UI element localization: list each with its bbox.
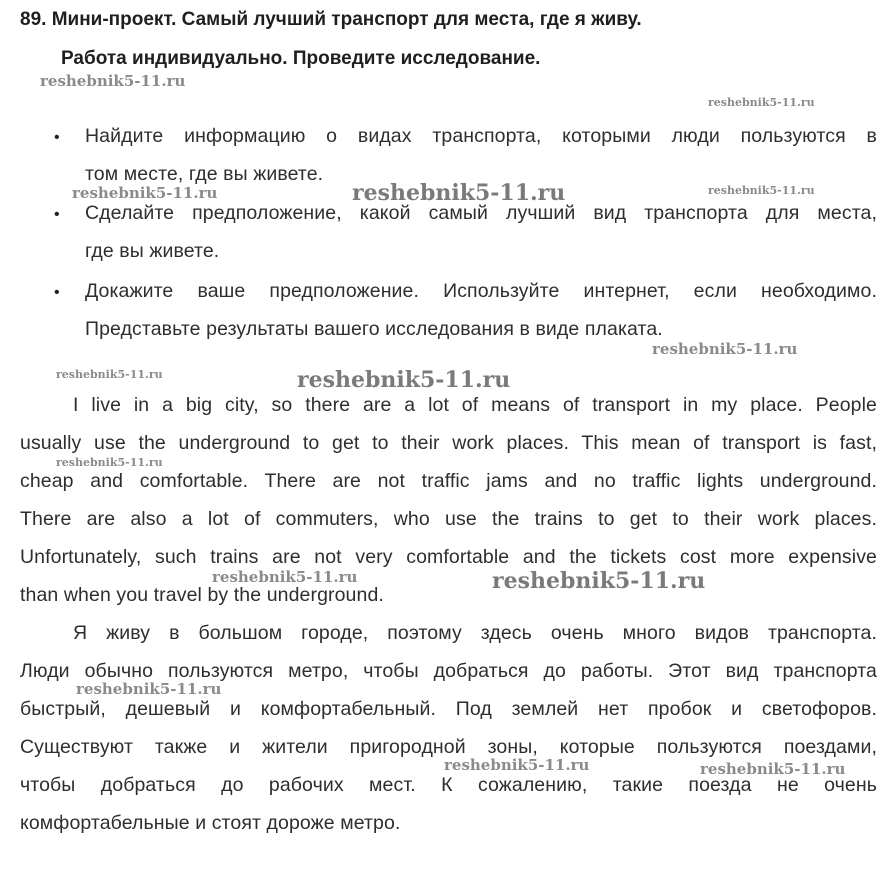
answer-line: usually use the underground to get to their work places. This mean of transport is fast, (20, 432, 877, 454)
bullet-text-line: где вы живете. (85, 240, 220, 262)
answer-line: I live in a big city, so there are a lot of means of transport in my place. People (73, 394, 877, 416)
watermark: reshebnik5-11.ru (492, 568, 706, 594)
bullet-marker: • (54, 129, 60, 146)
answer-line: Люди обычно пользуются метро, чтобы добраться до работы. Этот вид транспорта (20, 660, 877, 682)
watermark: reshebnik5-11.ru (56, 456, 163, 469)
answer-line: Я живу в большом городе, поэтому здесь очень много видов транспорта. (73, 622, 877, 644)
watermark: reshebnik5-11.ru (40, 72, 186, 90)
task-subtitle: Работа индивидуально. Проведите исследование. (61, 48, 541, 69)
bullet-text-line: Найдите информацию о видах транспорта, которыми люди пользуются в (85, 125, 877, 147)
answer-line: Unfortunately, such trains are not very comfortable and the tickets cost more expensive (20, 546, 877, 568)
task-title: 89. Мини-проект. Самый лучший транспорт для места, где я живу. (20, 9, 642, 30)
answer-line: There are also a lot of commuters, who use the trains to get to their work places. (20, 508, 877, 530)
watermark: reshebnik5-11.ru (652, 340, 798, 358)
answer-line: Существуют также и жители пригородной зоны, которые пользуются поездами, (20, 736, 877, 758)
watermark: reshebnik5-11.ru (708, 96, 815, 109)
answer-line: than when you travel by the underground. (20, 584, 384, 606)
watermark: reshebnik5-11.ru (708, 184, 815, 197)
watermark: reshebnik5-11.ru (352, 180, 566, 206)
answer-line: комфортабельные и стоят дороже метро. (20, 812, 401, 834)
watermark: reshebnik5-11.ru (76, 680, 222, 698)
bullet-text-line: Докажите ваше предположение. Используйте интернет, если необходимо. (85, 280, 877, 302)
bullet-marker: • (54, 206, 60, 223)
watermark: reshebnik5-11.ru (297, 367, 511, 393)
bullet-text-line: том месте, где вы живете. (85, 163, 324, 185)
answer-line: cheap and comfortable. There are not traffic jams and no traffic lights underground. (20, 470, 877, 492)
bullet-text-line: Представьте результаты вашего исследования в виде плаката. (85, 318, 663, 340)
bullet-text-line: Сделайте предположение, какой самый лучший вид транспорта для места, (85, 202, 877, 224)
watermark: reshebnik5-11.ru (444, 756, 590, 774)
answer-line: чтобы добраться до рабочих мест. К сожалению, такие поезда не очень (20, 774, 877, 796)
watermark: reshebnik5-11.ru (56, 368, 163, 381)
bullet-marker: • (54, 284, 60, 301)
watermark: reshebnik5-11.ru (700, 760, 846, 778)
watermark: reshebnik5-11.ru (72, 184, 218, 202)
watermark: reshebnik5-11.ru (212, 568, 358, 586)
answer-line: быстрый, дешевый и комфортабельный. Под землей нет пробок и светофоров. (20, 698, 877, 720)
